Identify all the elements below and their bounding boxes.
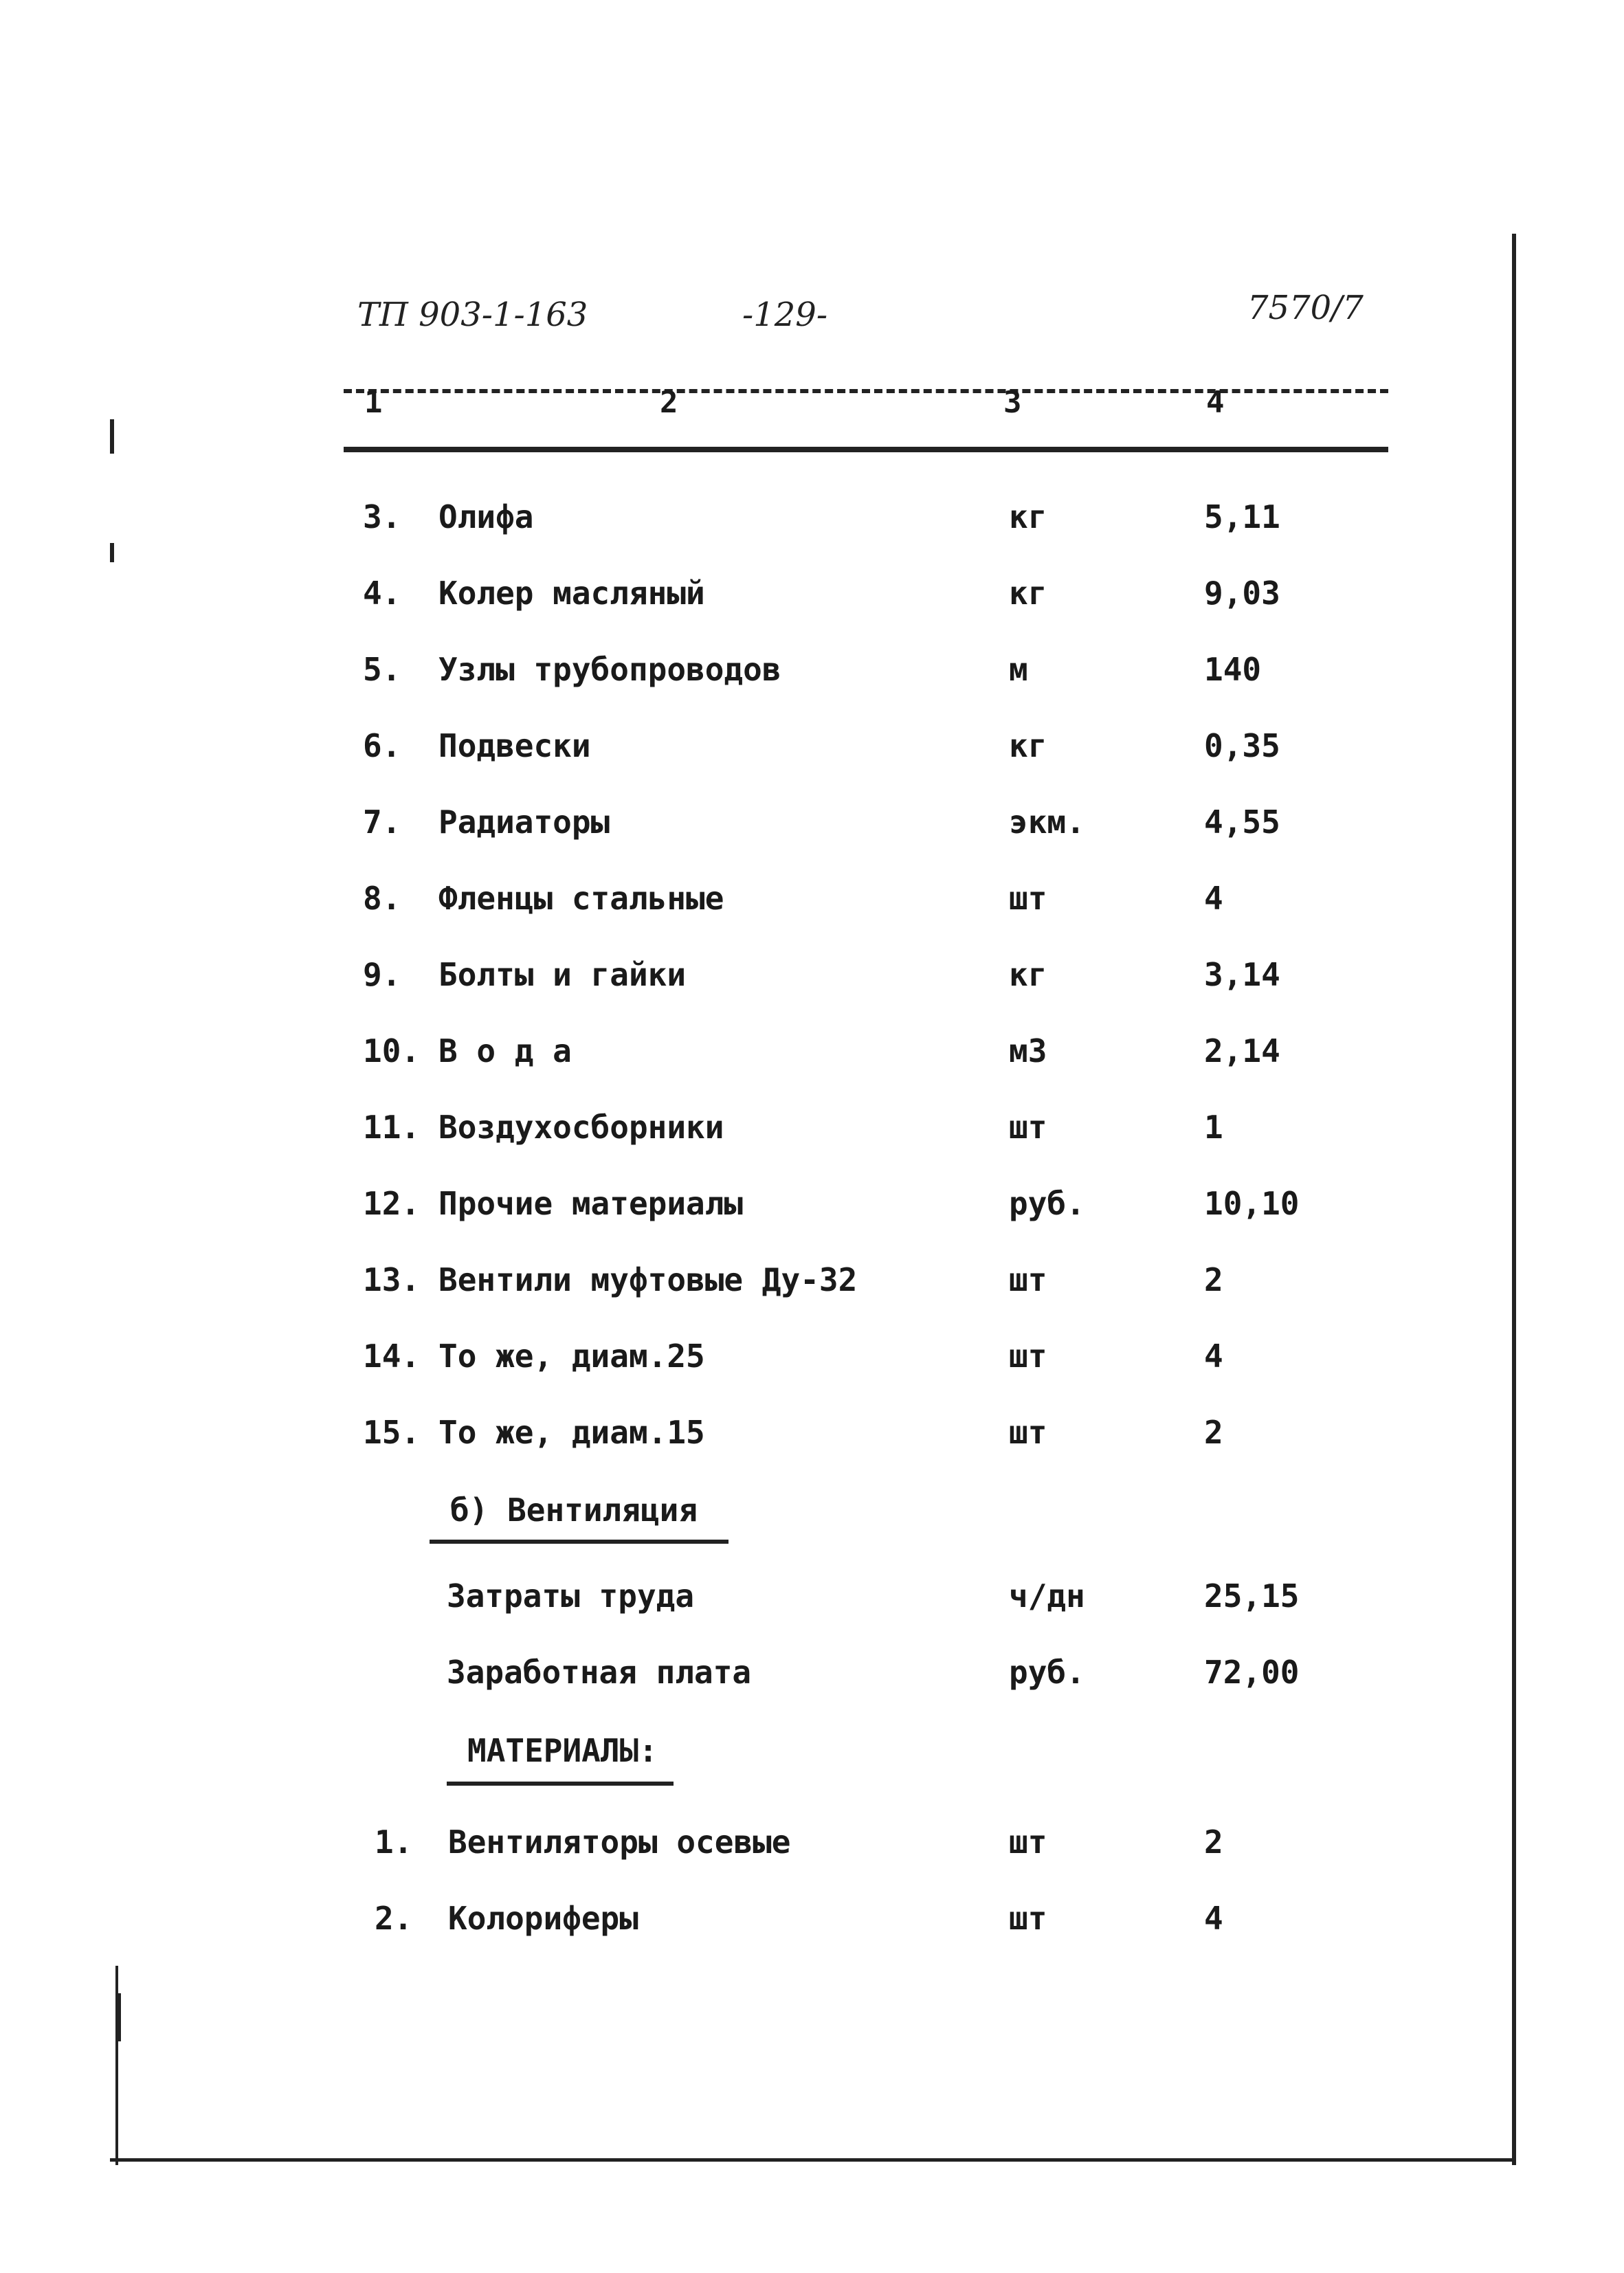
row-name: В о д а bbox=[438, 1032, 572, 1069]
table-row bbox=[0, 718, 1624, 773]
row-unit: кг bbox=[1009, 498, 1047, 535]
margin-mark bbox=[117, 1993, 121, 2041]
row-quantity: 0,35 bbox=[1204, 727, 1280, 764]
row-unit: шт bbox=[1009, 1109, 1047, 1146]
row-number: 14. bbox=[363, 1338, 421, 1375]
row-unit: шт bbox=[1009, 1823, 1047, 1861]
row-number: 7. bbox=[363, 803, 401, 841]
table-row bbox=[0, 947, 1624, 1002]
row-unit: кг bbox=[1009, 575, 1047, 612]
doc-code: ТП 903-1-163 bbox=[357, 296, 588, 334]
table-row bbox=[0, 1176, 1624, 1231]
row-number: 15. bbox=[363, 1414, 421, 1451]
row-name: Узлы трубопроводов bbox=[438, 651, 781, 688]
row-name: Колер масляный bbox=[438, 575, 705, 612]
row-unit: экм. bbox=[1009, 803, 1085, 841]
margin-mark bbox=[110, 419, 114, 454]
row-unit: шт bbox=[1009, 1414, 1047, 1451]
row-unit: м3 bbox=[1009, 1032, 1047, 1069]
row-unit: кг bbox=[1009, 727, 1047, 764]
row-quantity: 3,14 bbox=[1204, 956, 1280, 993]
column-number-3: 3 bbox=[1003, 385, 1022, 420]
frame-bottom-border bbox=[110, 2158, 1516, 2162]
row-unit: кг bbox=[1009, 956, 1047, 993]
section-underline bbox=[430, 1540, 728, 1544]
section-title-ventilation: б) Вентиляция bbox=[450, 1492, 698, 1529]
row-number: 1. bbox=[375, 1823, 413, 1861]
table-row bbox=[0, 795, 1624, 850]
row-name: Радиаторы bbox=[438, 803, 610, 841]
row-quantity: 2 bbox=[1204, 1414, 1223, 1451]
row-number: 10. bbox=[363, 1032, 421, 1069]
column-number-1: 1 bbox=[364, 385, 383, 420]
row-quantity: 9,03 bbox=[1204, 575, 1280, 612]
dashed-divider bbox=[344, 389, 1388, 393]
wage-row bbox=[0, 1645, 1624, 1700]
page-number: -129- bbox=[742, 296, 828, 334]
row-name: То же, диам.15 bbox=[438, 1414, 705, 1451]
row-unit: шт bbox=[1009, 1338, 1047, 1375]
table-row bbox=[0, 1891, 1624, 1946]
column-number-4: 4 bbox=[1206, 385, 1225, 420]
sheet-code: 7570/7 bbox=[1247, 289, 1364, 327]
table-row bbox=[0, 1329, 1624, 1384]
row-number: 3. bbox=[363, 498, 401, 535]
frame-right-border bbox=[1512, 234, 1516, 2165]
row-quantity: 4 bbox=[1204, 880, 1223, 917]
row-name: Болты и гайки bbox=[438, 956, 687, 993]
wage-unit: руб. bbox=[1009, 1654, 1085, 1691]
table-row bbox=[0, 1023, 1624, 1078]
materials-title: МАТЕРИАЛЫ: bbox=[467, 1732, 658, 1769]
row-name: Олифа bbox=[438, 498, 534, 535]
labor-label: Затраты труда bbox=[447, 1577, 695, 1615]
row-unit: шт bbox=[1009, 1261, 1047, 1298]
row-number: 9. bbox=[363, 956, 401, 993]
row-quantity: 4,55 bbox=[1204, 803, 1280, 841]
wage-label: Заработная плата bbox=[447, 1654, 752, 1691]
table-row bbox=[0, 1252, 1624, 1307]
row-number: 6. bbox=[363, 727, 401, 764]
row-name: Прочие материалы bbox=[438, 1185, 744, 1222]
table-row bbox=[0, 1100, 1624, 1155]
row-quantity: 4 bbox=[1204, 1338, 1223, 1375]
row-number: 8. bbox=[363, 880, 401, 917]
row-number: 2. bbox=[375, 1900, 413, 1937]
row-number: 5. bbox=[363, 651, 401, 688]
table-row bbox=[0, 1815, 1624, 1870]
labor-row bbox=[0, 1568, 1624, 1623]
table-row bbox=[0, 489, 1624, 544]
row-unit: шт bbox=[1009, 1900, 1047, 1937]
column-number-2: 2 bbox=[660, 385, 678, 420]
row-number: 12. bbox=[363, 1185, 421, 1222]
row-unit: м bbox=[1009, 651, 1028, 688]
row-unit: руб. bbox=[1009, 1185, 1085, 1222]
row-name: Воздухосборники bbox=[438, 1109, 724, 1146]
row-quantity: 10,10 bbox=[1204, 1185, 1300, 1222]
row-quantity: 4 bbox=[1204, 1900, 1223, 1937]
materials-underline bbox=[447, 1782, 674, 1786]
row-name: Вентили муфтовые Ду-32 bbox=[438, 1261, 858, 1298]
row-name: Подвески bbox=[438, 727, 591, 764]
row-name: То же, диам.25 bbox=[438, 1338, 705, 1375]
row-name: Колориферы bbox=[448, 1900, 638, 1937]
row-quantity: 5,11 bbox=[1204, 498, 1280, 535]
row-quantity: 1 bbox=[1204, 1109, 1223, 1146]
table-row bbox=[0, 1405, 1624, 1460]
labor-unit: ч/дн bbox=[1009, 1577, 1085, 1615]
table-row bbox=[0, 642, 1624, 697]
table-row bbox=[0, 871, 1624, 926]
row-number: 13. bbox=[363, 1261, 421, 1298]
labor-quantity: 25,15 bbox=[1204, 1577, 1300, 1615]
wage-quantity: 72,00 bbox=[1204, 1654, 1300, 1691]
row-quantity: 2 bbox=[1204, 1823, 1223, 1861]
margin-mark bbox=[110, 543, 114, 562]
row-quantity: 140 bbox=[1204, 651, 1262, 688]
row-quantity: 2,14 bbox=[1204, 1032, 1280, 1069]
row-unit: шт bbox=[1009, 880, 1047, 917]
row-name: Вентиляторы осевые bbox=[448, 1823, 791, 1861]
header-rule bbox=[344, 447, 1388, 452]
table-row bbox=[0, 566, 1624, 621]
row-quantity: 2 bbox=[1204, 1261, 1223, 1298]
row-number: 11. bbox=[363, 1109, 421, 1146]
row-number: 4. bbox=[363, 575, 401, 612]
row-name: Фленцы стальные bbox=[438, 880, 724, 917]
